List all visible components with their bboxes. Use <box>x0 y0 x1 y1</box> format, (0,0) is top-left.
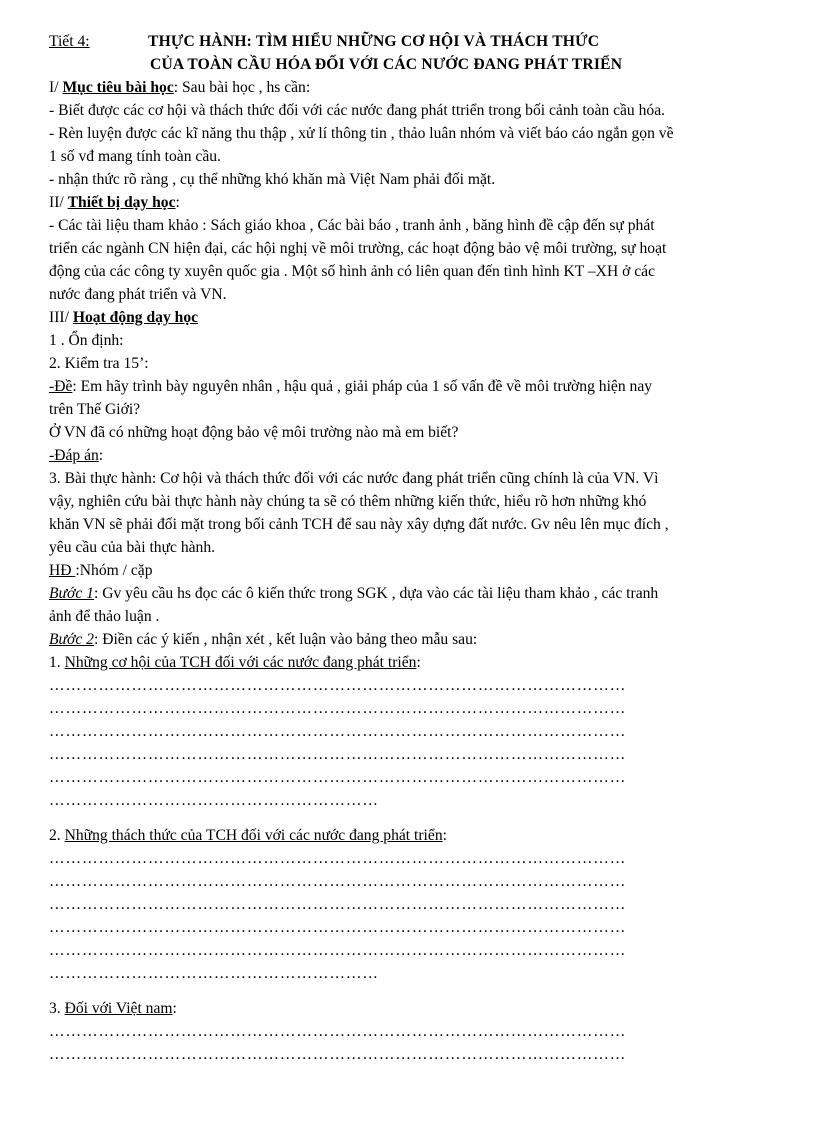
answer-label-line: -Đáp án: <box>49 447 104 464</box>
dapan-label: -Đáp án <box>49 447 99 464</box>
section2-line: động của các công ty xuyên quốc gia . Một số hình ảnh có liên quan đến tình hình KT –XH ở các <box>49 263 656 280</box>
section2-line: triển các ngành CN hiện đại, các hội nghị về môi trường, các hoạt động bảo vệ môi trường, sự hoạt <box>49 240 667 257</box>
hd-label: HĐ <box>49 562 76 579</box>
worksheet-q1: 1. Những cơ hội của TCH đối với các nước đang phát triển: <box>49 654 421 671</box>
section2-line: - Các tài liệu tham khảo : Sách giáo khoa , Các bài báo , tranh ảnh , băng hình đề cập đến sự phát <box>49 217 655 234</box>
section3-heading: III/ Hoạt động dạy học <box>49 309 199 326</box>
de-label: -Đề <box>49 378 73 395</box>
answer-dotted-line: …………………………………………………………………………………………… <box>49 677 627 694</box>
activity-line: HĐ :Nhóm / cặp <box>49 562 153 579</box>
buoc-1-line: Bước 1: Gv yêu cầu hs đọc các ô kiến thức trong SGK , dựa vào các tài liệu tham khảo , các tranh <box>49 585 659 602</box>
section1-item: - Biết được các cơ hội và thách thức đối với các nước đang phát ttriển trong bối cảnh toàn cầu hóa. <box>49 102 666 119</box>
exam-question-cont: trên Thế Giới? <box>49 401 141 418</box>
document-page <box>49 30 765 1066</box>
answer-dotted-line: …………………………………………………………………………………………… <box>49 700 627 717</box>
step-3-line: 3. Bài thực hành: Cơ hội và thách thức đối với các nước đang phát triển cũng chính là của VN. Vì <box>49 470 659 487</box>
section3-title: Hoạt động dạy học <box>72 309 199 326</box>
section2-line: nước đang phát triển và VN. <box>49 286 227 303</box>
answer-dotted-line: …………………………………………………………………………………………… <box>49 919 627 936</box>
answer-dotted-line: …………………………………………………………………………………………… <box>49 873 627 890</box>
lesson-number: Tiết 4: <box>49 33 90 50</box>
buoc-1-cont: ảnh để thảo luận . <box>49 608 160 625</box>
section1-heading: I/ Mục tiêu bài học: Sau bài học , hs cần: <box>49 79 311 96</box>
answer-dotted-line-short: …………………………………………………… <box>49 792 379 809</box>
section1-item: - nhận thức rõ ràng , cụ thể những khó khăn mà Việt Nam phải đối mặt. <box>49 171 496 188</box>
step-3-line: khăn VN sẽ phải đối mặt trong bối cảnh TCH để sau này xây dựng đất nước. Gv nêu lên mục đích , <box>49 516 669 533</box>
step-3-line: yêu cầu của bài thực hành. <box>49 539 216 556</box>
q1-label: Những cơ hội của TCH đối với các nước đang phát triển <box>64 654 417 671</box>
section2-title: Thiết bị dạy học <box>67 194 176 211</box>
buoc-2-line: Bước 2: Điền các ý kiến , nhận xét , kết luận vào bảng theo mẫu sau: <box>49 631 478 648</box>
title-line-1: THỰC HÀNH: TÌM HIỂU NHỮNG CƠ HỘI VÀ THÁCH THỨC <box>148 33 600 50</box>
answer-dotted-line: …………………………………………………………………………………………… <box>49 723 627 740</box>
answer-dotted-line: …………………………………………………………………………………………… <box>49 896 627 913</box>
q2-label: Những thách thức của TCH đối với các nước đang phát triển <box>64 827 443 844</box>
answer-dotted-line-short: …………………………………………………… <box>49 965 379 982</box>
answer-dotted-line: …………………………………………………………………………………………… <box>49 746 627 763</box>
q3-label: Đối với Việt nam <box>64 1000 173 1017</box>
step-3-line: vậy, nghiên cứu bài thực hành này chúng ta sẽ có thêm những kiến thức, hiểu rõ hơn những khó <box>49 493 647 510</box>
worksheet-q3: 3. Đối với Việt nam: <box>49 1000 177 1017</box>
answer-dotted-line: …………………………………………………………………………………………… <box>49 942 627 959</box>
step-2: 2. Kiểm tra 15’: <box>49 355 149 372</box>
title-line-2: CỦA TOÀN CẦU HÓA ĐỐI VỚI CÁC NƯỚC ĐANG PHÁT TRIỂN <box>150 56 623 73</box>
worksheet-q2: 2. Những thách thức của TCH đối với các nước đang phát triển: <box>49 827 447 844</box>
buoc-1-label: Bước 1 <box>49 585 94 602</box>
answer-dotted-line: …………………………………………………………………………………………… <box>49 1023 627 1040</box>
answer-dotted-line: …………………………………………………………………………………………… <box>49 850 627 867</box>
exam-question-2: Ở VN đã có những hoạt động bảo vệ môi trường nào mà em biết? <box>49 424 459 441</box>
section1-item: 1 số vđ mang tính toàn cầu. <box>49 148 221 165</box>
answer-dotted-line: …………………………………………………………………………………………… <box>49 1046 627 1063</box>
buoc-2-label: Bước 2 <box>49 631 94 648</box>
answer-dotted-line: …………………………………………………………………………………………… <box>49 769 627 786</box>
section1-item: - Rèn luyện được các kĩ năng thu thập , xử lí thông tin , thảo luân nhóm và viết báo cáo ngắn gọn về <box>49 125 674 142</box>
header <box>49 30 765 76</box>
section2-heading: II/ Thiết bị dạy học: <box>49 194 180 211</box>
section1-title: Mục tiêu bài học <box>62 79 174 96</box>
step-1: 1 . Ổn định: <box>49 332 124 349</box>
exam-question: -Đề: Em hãy trình bày nguyên nhân , hậu quả , giải pháp của 1 số vấn đề về môi trường hiện nay <box>49 378 653 395</box>
